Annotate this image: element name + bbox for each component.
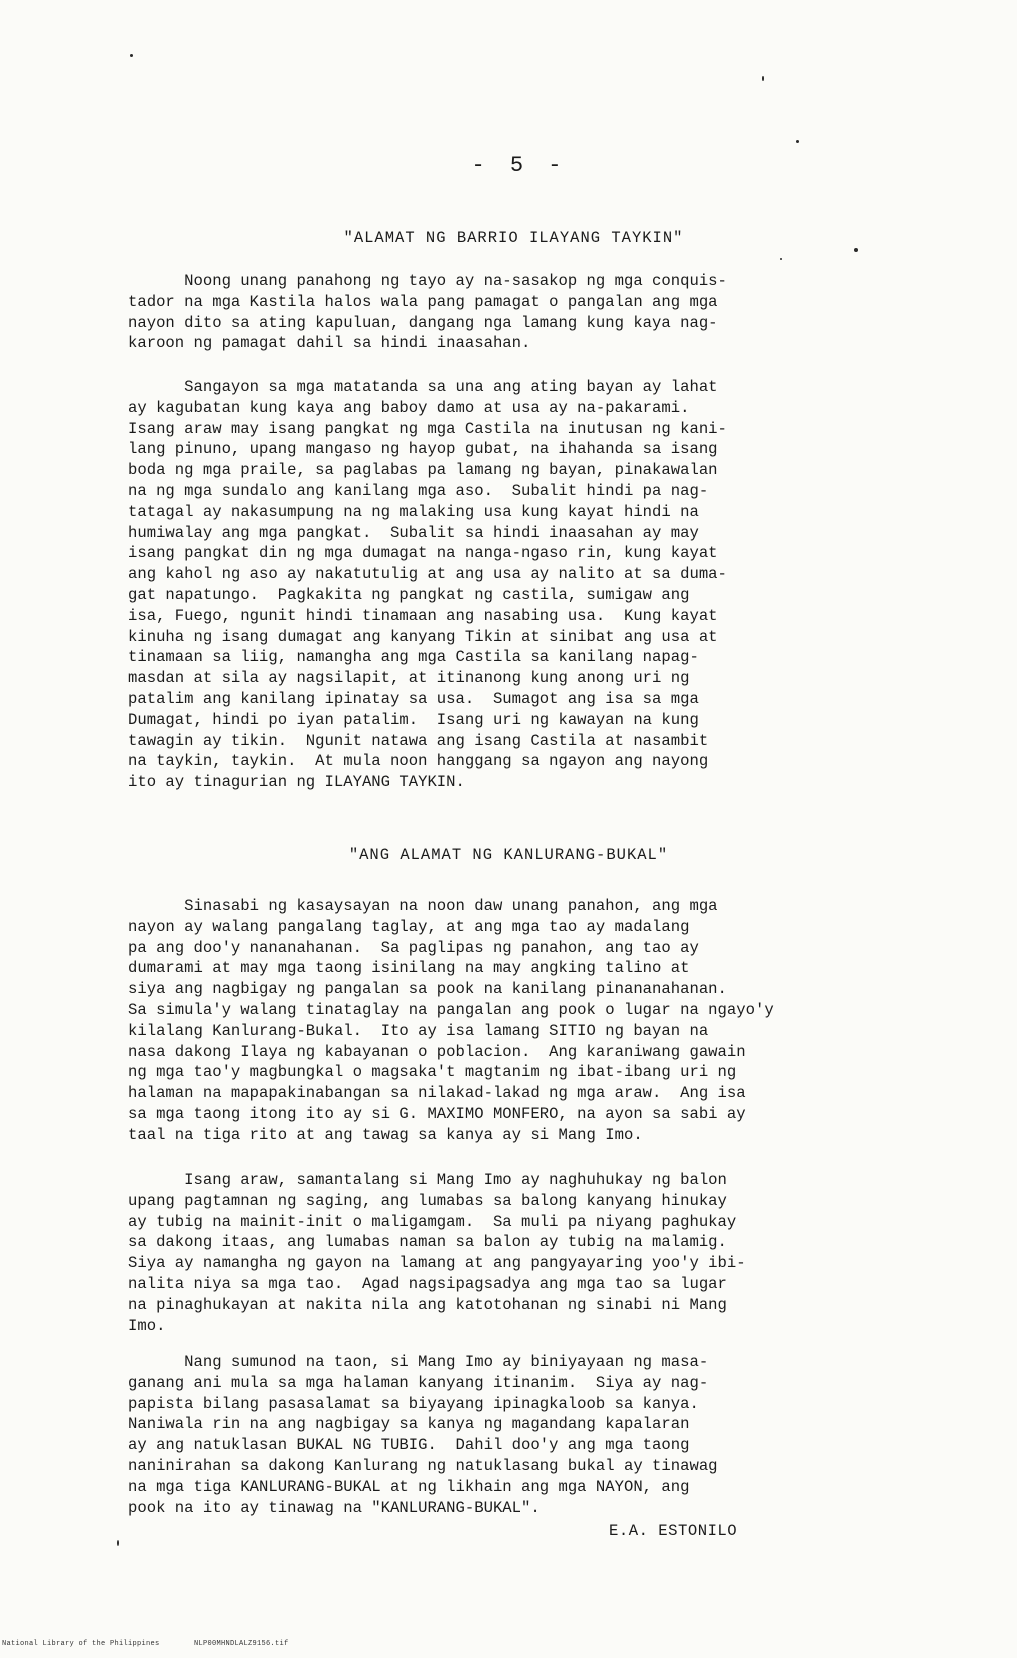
text-line: ay ang natuklasan BUKAL NG TUBIG. Dahil doo'y ang mga taong bbox=[128, 1436, 690, 1455]
text-line: Sangayon sa mga matatanda sa una ang ating bayan ay lahat bbox=[128, 378, 718, 396]
text-line: tawagin ay tikin. Ngunit natawa ang isang Castila at nasambit bbox=[128, 731, 709, 750]
text-line: siya ang nagbigay ng pangalan sa pook na kanilang pinananahanan. bbox=[128, 980, 727, 999]
text-line: tinamaan sa liig, namangha ang mga Castila sa kanilang napag- bbox=[128, 648, 699, 667]
scan-speck bbox=[117, 1540, 119, 1546]
scan-speck bbox=[762, 76, 764, 81]
footer-filename: NLP00MHNDLALZ9156.tif bbox=[194, 1640, 289, 1648]
scan-speck bbox=[796, 140, 799, 143]
text-line: Naniwala rin na ang nagbigay sa kanya ng magandang kapalaran bbox=[128, 1415, 690, 1434]
scan-footer bbox=[2, 1640, 289, 1648]
text-line: humiwalay ang mga pangkat. Subalit sa hindi inaasahan ay may bbox=[128, 523, 699, 542]
text-line: sa mga taong itong ito ay si G. MAXIMO MONFERO, na ayon sa sabi ay bbox=[128, 1104, 746, 1123]
text-line: patalim ang kanilang ipinatay sa usa. Sumagot ang isa sa mga bbox=[128, 689, 699, 708]
text-line: kilalang Kanlurang-Bukal. Ito ay isa lamang SITIO ng bayan na bbox=[128, 1021, 709, 1040]
text-line: Nang sumunod na taon, si Mang Imo ay biniyayaan ng masa- bbox=[128, 1353, 709, 1371]
text-line: Siya ay namangha ng gayon na lamang at ang pangyayaring yoo'y ibi- bbox=[128, 1254, 746, 1273]
text-line: ng mga tao'y magbungkal o magsaka't magtanim ng ibat-ibang uri ng bbox=[128, 1063, 737, 1082]
paragraph bbox=[128, 271, 888, 354]
text-line: sa dakong itaas, ang lumabas naman sa balon ay tubig na malamig. bbox=[128, 1233, 727, 1252]
text-line: halaman na mapapakinabangan sa nilakad-lakad ng mga araw. Ang isa bbox=[128, 1084, 746, 1103]
text-line: na mga tiga KANLURANG-BUKAL at ng likhain ang mga NAYON, ang bbox=[128, 1477, 690, 1496]
text-line: Noong unang panahong ng tayo ay na-sasakop ng mga conquis- bbox=[128, 272, 727, 290]
text-line: Isang araw may isang pangkat ng mga Castila na inutusan ng kani- bbox=[128, 419, 727, 438]
page-number: - 5 - bbox=[471, 153, 568, 178]
text-line: naninirahan sa dakong Kanlurang ng natuklasang bukal ay tinawag bbox=[128, 1456, 718, 1475]
text-line: karoon ng pamagat dahil sa hindi inaasahan. bbox=[128, 334, 531, 353]
scan-speck bbox=[780, 258, 782, 260]
paragraph bbox=[128, 1352, 888, 1518]
text-line: papista bilang pasasalamat sa biyayang ipinagkaloob sa kanya. bbox=[128, 1394, 699, 1413]
scan-speck bbox=[130, 54, 133, 57]
footer-library: National Library of the Philippines bbox=[2, 1640, 160, 1648]
text-line: nayon dito sa ating kapuluan, dangang nga lamang kung kaya nag- bbox=[128, 313, 718, 332]
scan-speck bbox=[854, 248, 858, 252]
text-line: ay kagubatan kung kaya ang baboy damo at usa ay na-pakarami. bbox=[128, 398, 690, 417]
text-line: pook na ito ay tinawag na "KANLURANG-BUKAL". bbox=[128, 1498, 540, 1517]
text-line: nalita niya sa mga tao. Agad nagsipagsadya ang mga tao sa lugar bbox=[128, 1274, 727, 1293]
paragraph bbox=[128, 1170, 888, 1336]
text-line: Imo. bbox=[128, 1316, 166, 1335]
author-signature: E.A. ESTONILO bbox=[609, 1522, 738, 1540]
paragraph bbox=[128, 896, 888, 1146]
text-line: nayon ay walang pangalang taglay, at ang mga tao ay madalang bbox=[128, 917, 690, 936]
text-line: lang pinuno, upang mangaso ng hayop gubat, na ihahanda sa isang bbox=[128, 440, 718, 459]
text-line: kinuha ng isang dumagat ang kanyang Tikin at sinibat ang usa at bbox=[128, 627, 718, 646]
text-line: ang kahol ng aso ay nakatutulig at ang usa ay nalito at sa duma- bbox=[128, 565, 727, 584]
text-line: masdan at sila ay nagsilapit, at itinanong kung anong uri ng bbox=[128, 669, 690, 688]
text-line: isa, Fuego, ngunit hindi tinamaan ang nasabing usa. Kung kayat bbox=[128, 606, 718, 625]
text-line: nasa dakong Ilaya ng kabayanan o poblacion. Ang karaniwang gawain bbox=[128, 1042, 746, 1061]
text-line: Dumagat, hindi po iyan patalim. Isang uri ng kawayan na kung bbox=[128, 710, 699, 729]
text-line: tatagal ay nakasumpung na ng malaking usa kung kayat hindi na bbox=[128, 502, 699, 521]
text-line: na pinaghukayan at nakita nila ang katotohanan ng sinabi ni Mang bbox=[128, 1295, 727, 1314]
text-line: upang pagtamnan ng saging, ang lumabas sa balong kanyang hinukay bbox=[128, 1191, 727, 1210]
text-line: gat napatungo. Pagkakita ng pangkat ng castila, sumigaw ang bbox=[128, 585, 690, 604]
text-line: ay tubig na mainit-init o maligamgam. Sa muli pa niyang paghukay bbox=[128, 1212, 737, 1231]
text-line: tador na mga Kastila halos wala pang pamagat o pangalan ang mga bbox=[128, 292, 718, 311]
text-line: isang pangkat din ng mga dumagat na nanga-ngaso rin, kung kayat bbox=[128, 544, 718, 563]
section-title-ilayang-taykin: "ALAMAT NG BARRIO ILAYANG TAYKIN" bbox=[343, 229, 684, 247]
text-line: na ng mga sundalo ang kanilang mga aso. Subalit hindi pa nag- bbox=[128, 481, 709, 500]
text-line: pa ang doo'y nananahanan. Sa paglipas ng panahon, ang tao ay bbox=[128, 938, 699, 957]
text-line: Sa simula'y walang tinataglay na pangalan ang pook o lugar na ngayo'y bbox=[128, 1000, 774, 1019]
section-title-kanlurang-bukal: "ANG ALAMAT NG KANLURANG-BUKAL" bbox=[348, 846, 669, 864]
text-line: boda ng mga praile, sa paglabas pa lamang ng bayan, pinakawalan bbox=[128, 461, 718, 480]
text-line: dumarami at may mga taong isinilang na may angking talino at bbox=[128, 959, 690, 978]
text-line: Isang araw, samantalang si Mang Imo ay naghuhukay ng balon bbox=[128, 1171, 727, 1189]
text-line: ito ay tinagurian ng ILAYANG TAYKIN. bbox=[128, 773, 465, 792]
text-line: ganang ani mula sa mga halaman kanyang itinanim. Siya ay nag- bbox=[128, 1373, 709, 1392]
paragraph bbox=[128, 377, 888, 793]
text-line: Sinasabi ng kasaysayan na noon daw unang panahon, ang mga bbox=[128, 897, 718, 915]
text-line: na taykin, taykin. At mula noon hanggang sa ngayon ang nayong bbox=[128, 752, 709, 771]
text-line: taal na tiga rito at ang tawag sa kanya ay si Mang Imo. bbox=[128, 1125, 643, 1144]
